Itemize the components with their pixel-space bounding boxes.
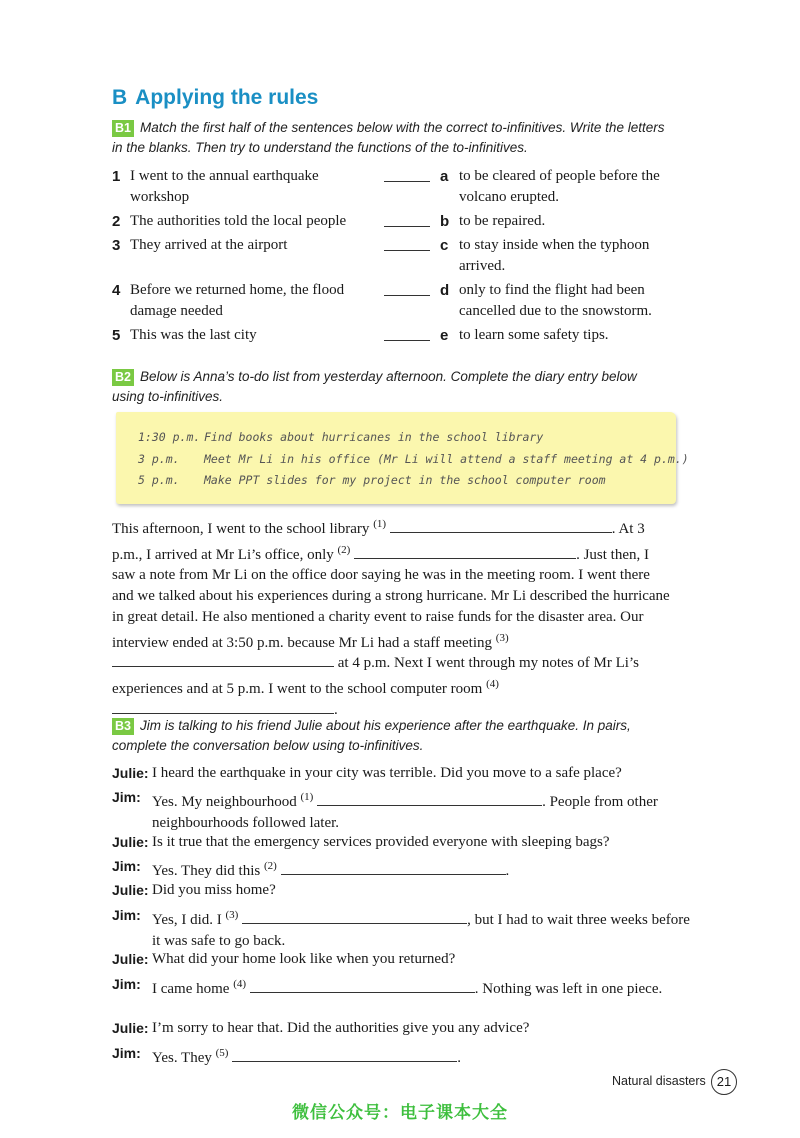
section-letter: B [112, 86, 128, 109]
todo-item [138, 452, 689, 466]
match-number: 3 [112, 237, 121, 254]
match-left: I went to the annual earthquake workshop [130, 168, 319, 205]
answer-blank[interactable] [384, 211, 430, 227]
answer-blank[interactable] [384, 325, 430, 341]
speaker: Julie: [112, 765, 149, 781]
match-right: to be cleared of people before the volcano erupted. [459, 168, 660, 205]
dialogue-text: Yes. They did this [152, 863, 264, 879]
match-letter: c [440, 237, 449, 254]
match-left: This was the last city [130, 327, 257, 343]
b2-tag: B2 [112, 369, 134, 386]
diary-text: This afternoon, I went to the school library [112, 521, 374, 537]
match-left: They arrived at the airport [130, 237, 288, 253]
match-number: 4 [112, 282, 121, 299]
dialogue-text: I heard the earthquake in your city was terrible. Did you move to a safe place? [152, 765, 622, 781]
todo-item [138, 473, 606, 487]
speaker: Julie: [112, 882, 149, 898]
blank-marker: (3) [495, 631, 509, 644]
section-title [112, 86, 318, 110]
b3-tag: B3 [112, 718, 134, 735]
blank-marker: (2) [263, 860, 277, 872]
answer-blank[interactable] [384, 280, 430, 296]
answer-blank[interactable] [317, 792, 542, 806]
watermark: 微信公众号：电子课本大全 [292, 1103, 508, 1123]
todo-time: 1:30 p.m. [138, 430, 201, 444]
dialogue-text: . People from other neighbourhoods followed later. [152, 794, 658, 831]
blank-marker: (3) [225, 909, 239, 921]
dialogue-text: , but I had to wait three weeks before it was safe to go back. [152, 912, 690, 949]
speaker: Julie: [112, 1020, 149, 1036]
diary-text: . At 3 p.m., I arrived at Mr Li’s office, only [112, 521, 645, 563]
match-left: Before we returned home, the flood damage needed [130, 282, 345, 319]
match-letter: b [440, 213, 450, 230]
answer-blank[interactable] [112, 653, 334, 667]
b3-instruction [112, 716, 672, 756]
b2-instruction-text: Below is Anna’s to-do list from yesterday afternoon. Complete the diary entry below using to-infinitives. [112, 369, 637, 404]
answer-blank[interactable] [112, 700, 334, 714]
dialogue-text: Did you miss home? [152, 882, 276, 898]
match-letter: d [440, 282, 450, 299]
section-heading: Applying the rules [135, 86, 319, 109]
dialogue-text: Yes. They [152, 1050, 216, 1066]
match-number: 2 [112, 213, 121, 230]
page-number: 21 [711, 1069, 737, 1095]
todo-task: Meet Mr Li in his office (Mr Li will attend a staff meeting at 4 p.m.) [204, 452, 689, 466]
todo-item [138, 430, 543, 444]
answer-blank[interactable] [384, 166, 430, 182]
dialogue-text: . [457, 1050, 461, 1066]
answer-blank[interactable] [232, 1048, 457, 1062]
match-number: 5 [112, 327, 121, 344]
b1-tag: B1 [112, 120, 134, 137]
speaker: Jim: [112, 907, 141, 923]
match-letter: a [440, 168, 449, 185]
b2-instruction [112, 367, 672, 407]
diary-text: . [334, 701, 338, 718]
blank-marker: (1) [300, 791, 314, 803]
answer-blank[interactable] [242, 910, 467, 924]
speaker: Julie: [112, 834, 149, 850]
answer-blank[interactable] [384, 235, 430, 251]
blank-marker: (1) [373, 518, 387, 530]
answer-blank[interactable] [354, 545, 576, 559]
match-right: only to find the flight had been cancelled due to the snowstorm. [459, 282, 652, 319]
b1-instruction-text: Match the first half of the sentences below with the correct to-infinitives. Write the letters in the blanks. Then try to understand the functions of the to-infinitives. [112, 120, 665, 155]
answer-blank[interactable] [390, 519, 612, 533]
blank-marker: (2) [337, 543, 351, 556]
speaker: Jim: [112, 858, 141, 874]
dialogue-text: Is it true that the emergency services provided everyone with sleeping bags? [152, 834, 610, 850]
dialogue-text: . Nothing was left in one piece. [474, 981, 663, 997]
diary-text: at 4 p.m. Next I went through my notes of Mr Li’s experiences and at 5 p.m. I went to the school computer room [112, 655, 639, 697]
dialogue-text: I came home [152, 981, 234, 997]
match-right: to be repaired. [459, 213, 546, 229]
footer-label: Natural disasters [612, 1074, 706, 1088]
speaker: Jim: [112, 789, 141, 805]
match-left: The authorities told the local people [130, 213, 347, 229]
diary-entry [112, 514, 672, 720]
todo-time: 3 p.m. [138, 452, 180, 466]
match-right: to learn some safety tips. [459, 327, 609, 343]
match-right: to stay inside when the typhoon arrived. [459, 237, 650, 274]
todo-task: Find books about hurricanes in the school library [204, 430, 544, 444]
b3-instruction-text: Jim is talking to his friend Julie about his experience after the earthquake. In pairs, complete the conversation below using to-infinitives. [112, 718, 631, 753]
todo-time: 5 p.m. [138, 473, 180, 487]
speaker: Jim: [112, 1045, 141, 1061]
b1-instruction [112, 118, 672, 158]
match-number: 1 [112, 168, 121, 185]
todo-task: Make PPT slides for my project in the school computer room [204, 473, 606, 487]
dialogue-text: What did your home look like when you returned? [152, 951, 456, 967]
dialogue-text: Yes. My neighbourhood [152, 794, 301, 810]
speaker: Jim: [112, 976, 141, 992]
dialogue-text: . [505, 863, 510, 879]
speaker: Julie: [112, 951, 149, 967]
blank-marker: (5) [215, 1047, 229, 1059]
diary-text: . Just then, I saw a note from Mr Li on the office door saying he was in the meeting room. I went there and we talked about his experiences during a strong hurricane. Mr Li described the hurricane in great detail. He also mentioned a charity event to raise funds for the disaster area. Our interview ended at 3:50 p.m. because Mr Li had a staff meeting [112, 546, 670, 651]
answer-blank[interactable] [250, 979, 475, 993]
answer-blank[interactable] [281, 861, 506, 875]
dialogue-text: Yes, I did. I [152, 912, 226, 928]
blank-marker: (4) [486, 677, 499, 690]
match-letter: e [440, 327, 449, 344]
blank-marker: (4) [233, 978, 247, 990]
dialogue-text: I’m sorry to hear that. Did the authorities give you any advice? [152, 1020, 530, 1036]
